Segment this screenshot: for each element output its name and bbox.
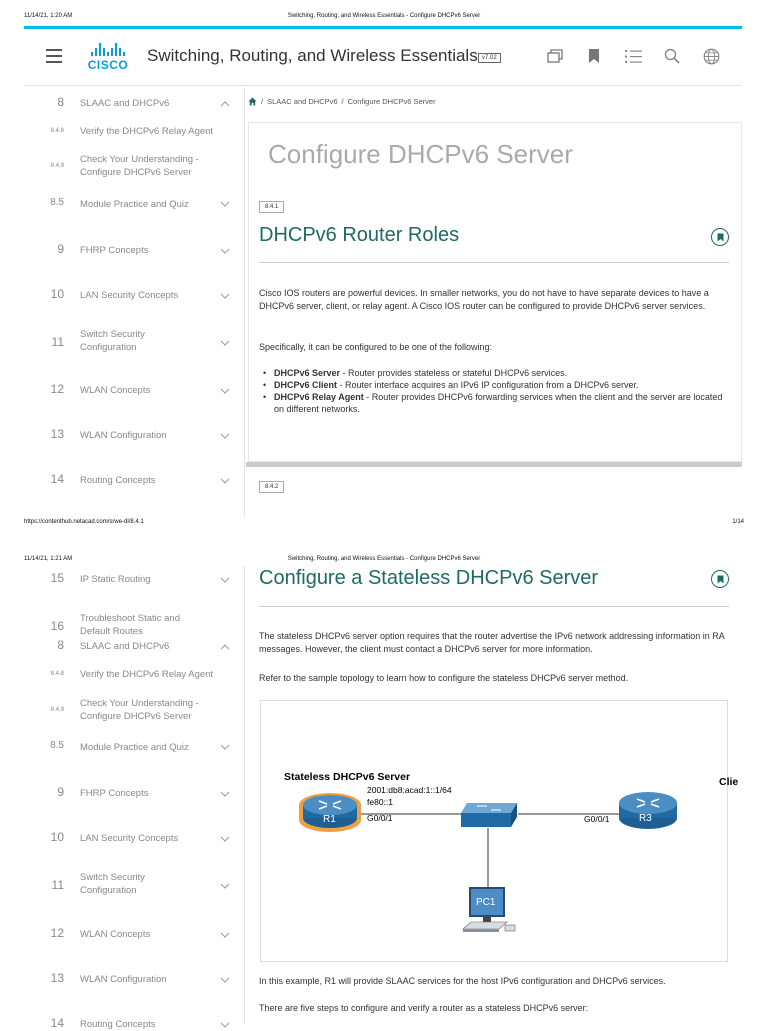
chevron-down-icon: [220, 199, 230, 209]
chevron-up-icon: [220, 642, 230, 652]
chevron-down-icon: [220, 575, 230, 585]
list-item: • DHCPv6 Client - Router interface acquires an IPv6 IP configuration from a DHCPv6 server.: [263, 379, 731, 391]
chevron-down-icon: [220, 386, 230, 396]
chevron-down-icon: [220, 291, 230, 301]
router-r1[interactable]: [297, 789, 363, 833]
chevron-down-icon: [220, 338, 230, 348]
print-date: 11/14/21, 1:21 AM: [24, 556, 73, 562]
roles-list: [263, 367, 731, 415]
switch-icon: [459, 801, 519, 829]
section-separator: [246, 462, 742, 467]
print-doc-title: Switching, Routing, and Wireless Essentials - Configure DHCPv6 Server: [287, 556, 481, 562]
breadcrumb-current: Configure DHCPv6 Server: [347, 97, 436, 106]
switch[interactable]: [459, 801, 519, 829]
list-item: • DHCPv6 Server - Router provides stateless or stateful DHCPv6 services.: [263, 367, 731, 379]
sidebar-item-module-16[interactable]: 16 Troubleshoot Static and Default Routes: [50, 613, 180, 637]
course-title: Switching, Routing, and Wireless Essentials: [147, 46, 478, 65]
print-doc-title: Switching, Routing, and Wireless Essentials - Configure DHCPv6 Server: [287, 13, 481, 19]
sidebar: 8 SLAAC and DHCPv6 8.4.8 Verify the DHCPv6 Relay Agent 8.4.9 Check Your Understanding - Configure DHCPv6 Server 8.5 Module Practice and Quiz 9 FHRP Concepts 10 LAN Security Concepts 11 Switch Security Configuration 12 WLAN Concepts 13 WLAN Configuration 14 Routing Concepts: [24, 87, 244, 517]
pc-icon: [459, 887, 521, 939]
r1-interface-label: G0/0/1: [367, 813, 393, 823]
chevron-down-icon: [220, 742, 230, 752]
section-title: Configure a Stateless DHCPv6 Server: [259, 567, 599, 589]
topic-title: Configure DHCPv6 Server: [268, 139, 573, 169]
router-label: R1: [323, 814, 336, 825]
pc-label: PC1: [476, 897, 496, 908]
chevron-down-icon: [220, 431, 230, 441]
list-icon[interactable]: [624, 47, 642, 65]
logo-text: CISCO: [87, 58, 129, 72]
section-rule: [259, 606, 729, 607]
version-badge: v7.02: [478, 53, 501, 63]
menu-icon[interactable]: [46, 49, 62, 63]
chevron-down-icon: [220, 246, 230, 256]
server-label: Stateless DHCPv6 Server: [284, 771, 411, 783]
breadcrumb-link[interactable]: SLAAC and DHCPv6: [267, 97, 338, 106]
section-rule: [259, 262, 729, 263]
sidebar: 15 IP Static Routing 16 Troubleshoot Static and Default Routes 8 SLAAC and DHCPv6 8.4.8 Verify the DHCPv6 Relay Agent 8.4.9 Check Your Understanding - Configure DHCPv6 Server 8.5 Module Practice and Quiz 9 FHRP Concepts 10 LAN Security Concepts 11 Switch Security Configuration 12 WLAN Concepts 13 WLAN Configuration 14 Routing Concepts: [24, 566, 244, 1024]
bookmark-icon[interactable]: [585, 47, 603, 65]
paragraph: Specifically, it can be configured to be one of the following:: [259, 342, 492, 352]
router-icon: [617, 789, 679, 831]
link-local-address: fe80::1: [367, 797, 393, 807]
search-icon[interactable]: [663, 47, 681, 65]
sidebar-divider: [244, 566, 245, 1024]
bookmark-icon[interactable]: [711, 228, 729, 246]
section-number-badge: 8.4.1: [259, 201, 284, 213]
router-r3[interactable]: [617, 789, 679, 831]
chevron-down-icon: [220, 881, 230, 891]
paragraph: Cisco IOS routers are powerful devices. In smaller networks, you do not have to have separate devices to have a DHCPv6 server, client, or relay agent. A Cisco IOS router can be configured to provide DHCPv6 server services.: [259, 288, 709, 311]
ipv6-address: 2001:db8:acad:1::1/64: [367, 785, 452, 795]
chevron-down-icon: [220, 476, 230, 486]
list-item: • DHCPv6 Relay Agent - Router provides DHCPv6 forwarding services when the client and the server are located on different networks.: [263, 391, 731, 415]
chevron-up-icon: [220, 99, 230, 109]
section-title: DHCPv6 Router Roles: [259, 224, 460, 246]
paragraph: In this example, R1 will provide SLAAC services for the host IPv6 configuration and DHCPv6 services.: [259, 976, 666, 986]
print-page-number: 1/14: [732, 519, 744, 525]
paragraph: The stateless DHCPv6 server option requires that the router advertise the IPv6 network addressing information in RA messages. However, the client must contact a DHCPv6 server for more information.: [259, 631, 725, 654]
chevron-down-icon: [220, 789, 230, 799]
router-label: R3: [639, 813, 652, 824]
chevron-down-icon: [220, 1020, 230, 1030]
globe-icon[interactable]: [702, 47, 720, 65]
copy-icon[interactable]: [546, 47, 564, 65]
section-number-badge: 8.4.2: [259, 481, 284, 493]
home-icon[interactable]: [248, 97, 257, 106]
accent-line: [24, 26, 742, 29]
client-label: Clie: [719, 776, 739, 788]
bookmark-icon[interactable]: [711, 570, 729, 588]
r3-interface-label: G0/0/1: [584, 814, 610, 824]
print-url: https://contenthub.netacad.com/srwe-dl/8.4.1: [24, 519, 144, 525]
chevron-down-icon: [220, 975, 230, 985]
router-icon: [297, 789, 363, 833]
chevron-down-icon: [220, 834, 230, 844]
paragraph: There are five steps to configure and verify a router as a stateless DHCPv6 server:: [259, 1003, 589, 1013]
breadcrumb: / SLAAC and DHCPv6 / Configure DHCPv6 Server: [248, 97, 436, 106]
print-header-1: [0, 13, 768, 27]
paragraph: Refer to the sample topology to learn how to configure the stateless DHCPv6 server method.: [259, 673, 629, 683]
chevron-down-icon: [220, 930, 230, 940]
host-pc1[interactable]: [459, 887, 521, 939]
print-date: 11/14/21, 1:20 AM: [24, 13, 73, 19]
sidebar-divider: [244, 87, 245, 517]
topology-diagram: [260, 700, 739, 962]
app-header: [24, 30, 742, 86]
cisco-logo[interactable]: [85, 42, 131, 74]
